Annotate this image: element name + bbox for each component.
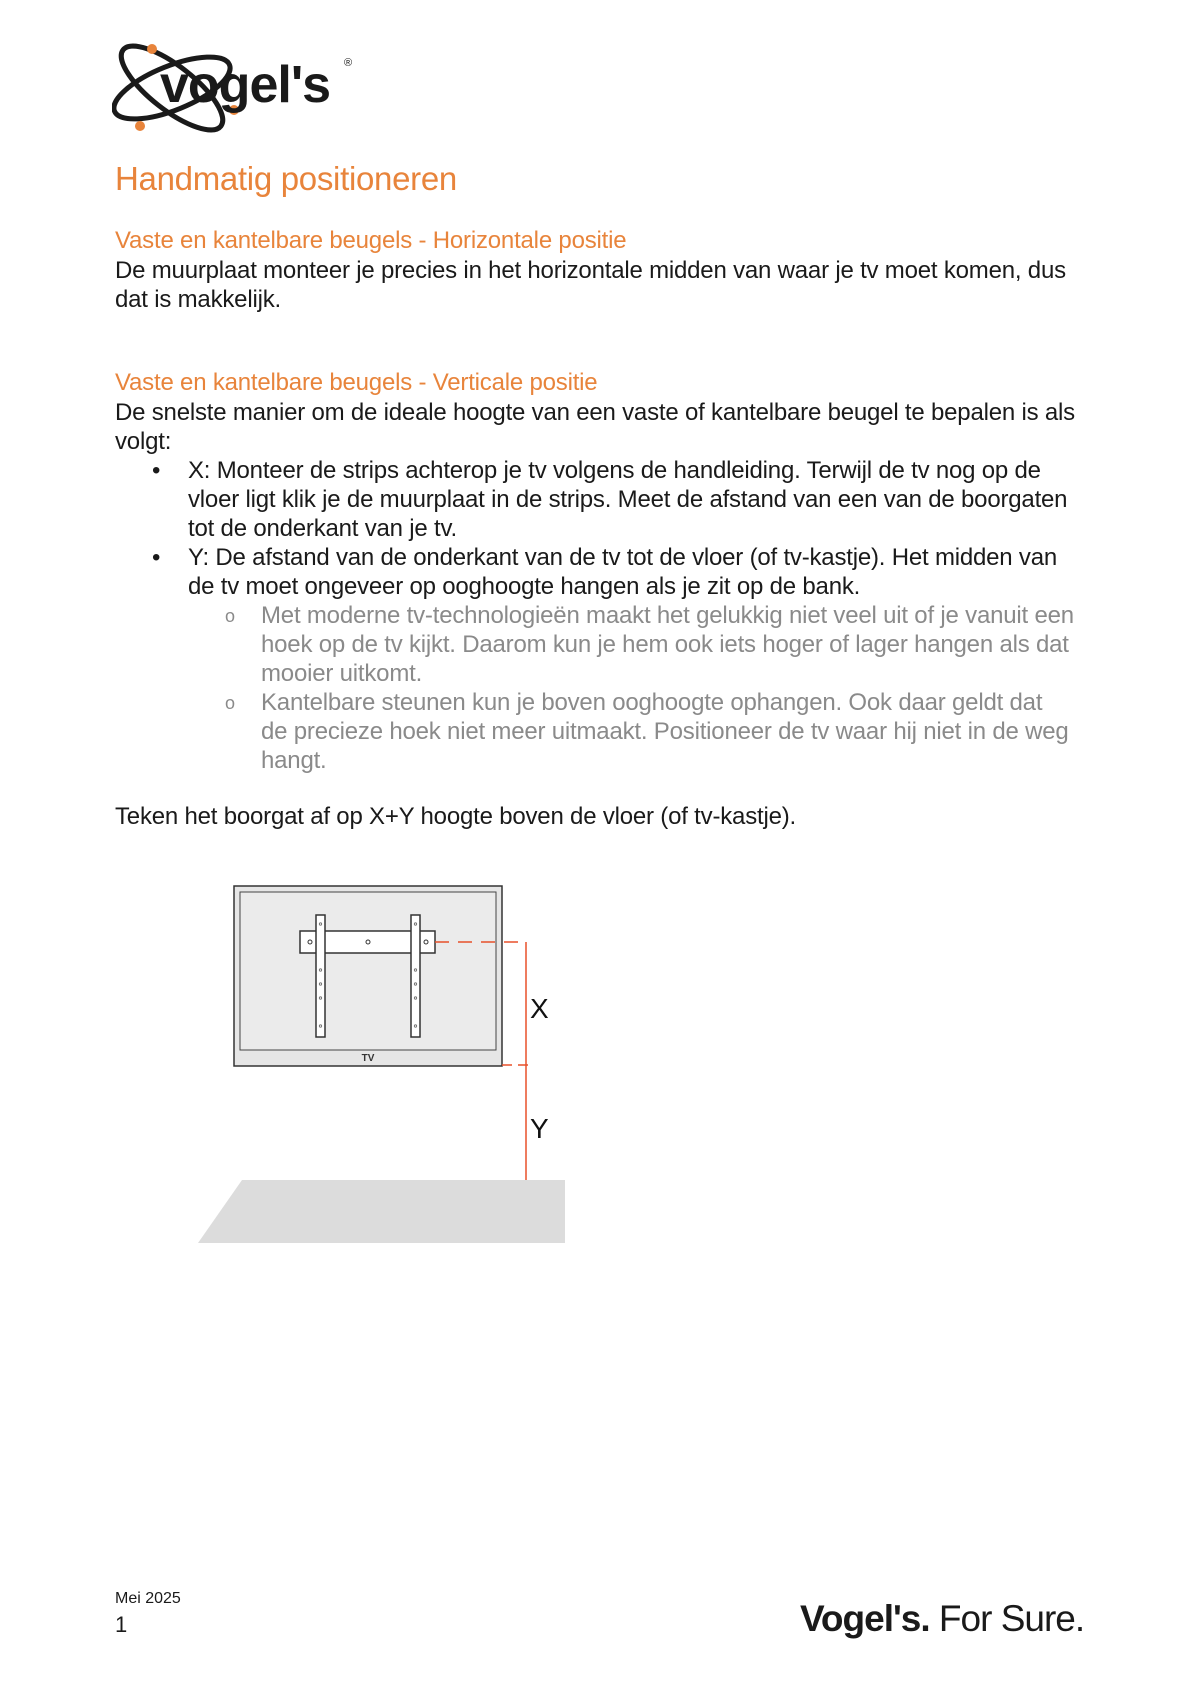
- slogan-brand: Vogel's.: [800, 1598, 930, 1639]
- list-item: [115, 456, 1075, 543]
- y-label: Y: [530, 1113, 549, 1144]
- brand-slogan: [800, 1598, 1084, 1640]
- vogels-logo-mark: [112, 40, 382, 140]
- sub-list-item: [188, 688, 1075, 775]
- sub-list-item-text: Kantelbare steunen kun je boven ooghoogte ophangen. Ook daar geldt dat de precieze hoek niet meer uitmaakt. Positioneer de tv waar hij niet in de weg hangt.: [261, 689, 1069, 774]
- page-number: 1: [115, 1612, 128, 1637]
- list-item-text: Y: De afstand van de onderkant van de tv tot de vloer (of tv-kastje). Het midden van de tv moet ongeveer op ooghoogte hangen als je zit op de bank.: [188, 544, 1058, 600]
- bullet-glyph: •: [152, 544, 161, 571]
- list-item: [115, 543, 1075, 775]
- section-heading-horizontal: Vaste en kantelbare beugels - Horizontale positie: [115, 227, 627, 254]
- section-text-vertical: De snelste manier om de ideale hoogte van een vaste of kantelbare beugel te bepalen is als volgt:: [115, 399, 1075, 455]
- closing-instruction: Teken het boorgat af op X+Y hoogte boven de vloer (of tv-kastje).: [115, 803, 796, 830]
- tv-screen: [240, 892, 496, 1050]
- section-text-horizontal: De muurplaat monteer je precies in het horizontale midden van waar je tv moet komen, dus dat is makkelijk.: [115, 257, 1066, 313]
- strip-right: [411, 915, 420, 1037]
- strip-left: [316, 915, 325, 1037]
- sub-bullet-glyph: o: [225, 606, 235, 626]
- list-item-text: X: Monteer de strips achterop je tv volgens de handleiding. Terwijl de tv nog op de vloer ligt klik je de muurplaat in de strips. Meet de afstand van een van de boorgaten tot de onderkant van je tv.: [188, 457, 1068, 542]
- document-body: [115, 160, 1075, 831]
- svg-text:vogel's: vogel's: [160, 56, 331, 114]
- slogan-tagline: For Sure.: [929, 1598, 1085, 1639]
- bullet-glyph: •: [152, 457, 161, 484]
- mounting-diagram: [190, 880, 590, 1270]
- sub-bullet-glyph: o: [225, 693, 235, 713]
- sub-bullet-list: [188, 601, 1075, 775]
- section-heading-vertical: Vaste en kantelbare beugels - Verticale positie: [115, 369, 598, 396]
- tv-label: TV: [361, 1053, 375, 1064]
- section-horizontal: [115, 226, 1075, 314]
- bullet-list: [115, 456, 1075, 775]
- sub-list-item-text: Met moderne tv-technologieën maakt het gelukkig niet veel uit of je vanuit een hoek op de tv kijkt. Daarom kun je hem ook iets hoger of lager hangen als dat mooier uitkomt.: [261, 602, 1074, 687]
- x-label: X: [530, 993, 549, 1024]
- page-title: Handmatig positioneren: [115, 160, 457, 197]
- section-vertical: [115, 368, 1075, 775]
- svg-text:®: ®: [344, 57, 353, 69]
- vogels-logo: [112, 40, 382, 140]
- footer-date: Mei 2025: [115, 1590, 181, 1607]
- floor-surface: [198, 1180, 565, 1243]
- sub-list-item: [188, 601, 1075, 688]
